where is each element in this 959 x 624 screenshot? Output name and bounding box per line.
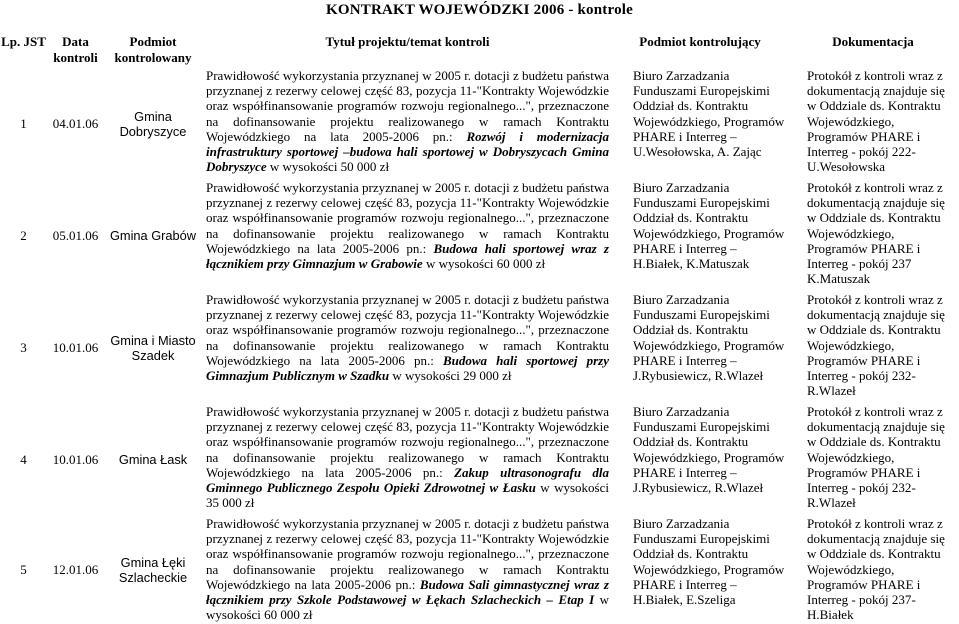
table-row [0,292,959,404]
topic-intro: Prawidłowość wykorzystania przyznanej w 2005 r. dotacji z budżetu państwa przyznanej z rezerwy celowej część 83, pozycja 11-"Kontrakty Wojewódzkie oraz współfinansowanie programów rozwoju regionalnego...", przeznaczone na dofinansowanie projektu realizowanego w ramach Kontraktu Wojewódzkiego na lata 2005-2006 pn.: [206,404,609,480]
row-number: 2 [20,228,27,244]
row-inspector: Biuro Zarzadzania Funduszami Europejskimi Oddział ds. Kontraktu Wojewódzkiego, Programów PHARE i Interreg – H.Białek, K.Matuszak [633,180,785,272]
row-docs: Protokół z kontroli wraz z dokumentacją znajduje się w Oddziale ds. Kontraktu Wojewódzkiego, Programów PHARE i Interreg - pokój 237- H.Białek [807,516,945,623]
topic-amount: w wysokości 29 000 zł [389,368,512,384]
row-date: 10.01.06 [52,452,99,468]
topic-amount: w wysokości 50 000 zł [266,159,390,175]
row-inspector: Biuro Zarzadzania Funduszami Europejskimi Oddział ds. Kontraktu Wojewódzkiego, Programów PHARE i Interreg – U.Wesołowska, A. Zając [633,68,785,160]
row-topic [202,68,613,180]
topic-project: Budowa hali sportowej przy Gimnazjum Publicznym w Szadku [206,352,609,384]
row-docs: Protokół z kontroli wraz z dokumentacją znajduje się w Oddziale ds. Kontraktu Wojewódzkiego, Programów PHARE i Interreg - pokój 237 K.Matuszak [807,180,945,287]
row-inspector: Biuro Zarzadzania Funduszami Europejskimi Oddział ds. Kontraktu Wojewódzkiego, Programów PHARE i Interreg – J.Rybusiewicz, R.Wlazeł [633,404,785,496]
header-docs: Dokumentacja [832,34,914,49]
row-entity: Gmina i Miasto Szadek [110,332,196,363]
row-date: 12.01.06 [52,562,99,578]
topic-project: Zakup ultrasonografu dla Gminnego Publicznego Zespołu Opieki Zdrowotnej w Łasku [206,464,609,496]
row-date: 04.01.06 [52,116,99,132]
table-row [0,404,959,516]
row-entity: Gmina Dobryszyce [119,108,187,139]
header-lp: Lp. JST [1,34,46,49]
header-entity: Podmiot kontrolowany [114,34,192,65]
table-row [0,68,959,180]
row-entity: Gmina Łask [118,452,188,468]
row-date: 05.01.06 [52,228,99,244]
row-inspector: Biuro Zarzadzania Funduszami Europejskimi Oddział ds. Kontraktu Wojewódzkiego, Programów PHARE i Interreg – H.Białek, E.Szeliga [633,516,785,608]
controls-table [0,33,959,624]
topic-amount: w wysokości 60 000 zł [422,256,546,272]
topic-amount: w wysokości 60 000 zł [206,592,610,623]
header-topic: Tytuł projektu/temat kontroli [325,34,490,49]
header-date: Data kontroli [53,34,98,65]
topic-project: Budowa hali sportowej wraz z łącznikiem przy Gimnazjum w Grabowie [206,240,609,272]
row-docs: Protokół z kontroli wraz z dokumentacją znajduje się w Oddziale ds. Kontraktu Wojewódzkiego, Programów PHARE i Interreg - pokój 232- R.Wlazeł [807,292,945,399]
row-topic [202,180,613,292]
header-row [0,33,959,68]
document-title: KONTRAKT WOJEWÓDZKI 2006 - kontrole [325,2,634,18]
row-inspector: Biuro Zarzadzania Funduszami Europejskimi Oddział ds. Kontraktu Wojewódzkiego, Programów PHARE i Interreg – J.Rybusiewicz, R.Wlazeł [633,292,785,384]
topic-intro: Prawidłowość wykorzystania przyznanej w 2005 r. dotacji z budżetu państwa przyznanej z rezerwy celowej część 83, pozycja 11-"Kontrakty Wojewódzkie oraz współfinansowanie programów rozwoju regionalnego...", przeznaczone na dofinansowanie projektu realizowanego w ramach Kontraktu Wojewódzkiego na lata 2005-2006 pn.: [206,292,609,368]
row-number: 5 [20,562,27,578]
row-number: 1 [20,116,27,132]
row-docs: Protokół z kontroli wraz z dokumentacją znajduje się w Oddziale ds. Kontraktu Wojewódzkiego, Programów PHARE i Interreg - pokój 232- R.Wlazeł [807,404,945,511]
row-number: 3 [20,340,27,356]
row-entity: Gmina Łęki Szlacheckie [118,554,188,585]
topic-intro: Prawidłowość wykorzystania przyznanej w 2005 r. dotacji z budżetu państwa przyznanej z rezerwy celowej część 83, pozycja 11-"Kontrakty Wojewódzkie oraz współfinansowanie programów rozwoju regionalnego...", przeznaczone na dofinansowanie projektu realizowanego w ramach Kontraktu Wojewódzkiego na lata 2005-2006 pn.: [206,180,609,256]
row-topic [202,404,613,516]
row-topic [202,516,613,624]
topic-intro: Prawidłowość wykorzystania przyznanej w 2005 r. dotacji z budżetu państwa przyznanej z rezerwy celowej część 83, pozycja 11-"Kontrakty Wojewódzkie oraz współfinansowanie programów rozwoju regionalnego...", przeznaczone na dofinansowanie projektu realizowanego w ramach Kontraktu Wojewódzkiego na lata 2005-2006 pn.: [206,516,609,592]
table-row [0,180,959,292]
topic-amount: w wysokości 35 000 zł [206,480,609,511]
topic-intro: Prawidłowość wykorzystania przyznanej w 2005 r. dotacji z budżetu państwa przyznanej z rezerwy celowej część 83, pozycja 11-"Kontrakty Wojewódzkie oraz współfinansowanie programów rozwoju regionalnego...", przeznaczone na dofinansowanie projektu realizowanego w ramach Kontraktu Wojewódzkiego na lata 2005-2006 pn.: [206,68,609,144]
header-inspector: Podmiot kontrolujący [639,34,761,49]
topic-project: Budowa Sali gimnastycznej wraz z łącznikiem przy Szkole Podstawowej w Łękach Szlacheckich – Etap I [206,576,609,608]
table-row [0,516,959,624]
row-docs: Protokół z kontroli wraz z dokumentacją znajduje się w Oddziale ds. Kontraktu Wojewódzkiego, Programów PHARE i Interreg - pokój 222- U.Wesołowska [807,68,945,175]
topic-project: Rozwój i modernizacja infrastruktury sportowej –budowa hali sportowej w Dobryszycach Gmina Dobryszyce [206,128,609,175]
row-number: 4 [20,452,27,468]
row-date: 10.01.06 [52,340,99,356]
row-entity: Gmina Grabów [109,228,197,244]
row-topic [202,292,613,404]
